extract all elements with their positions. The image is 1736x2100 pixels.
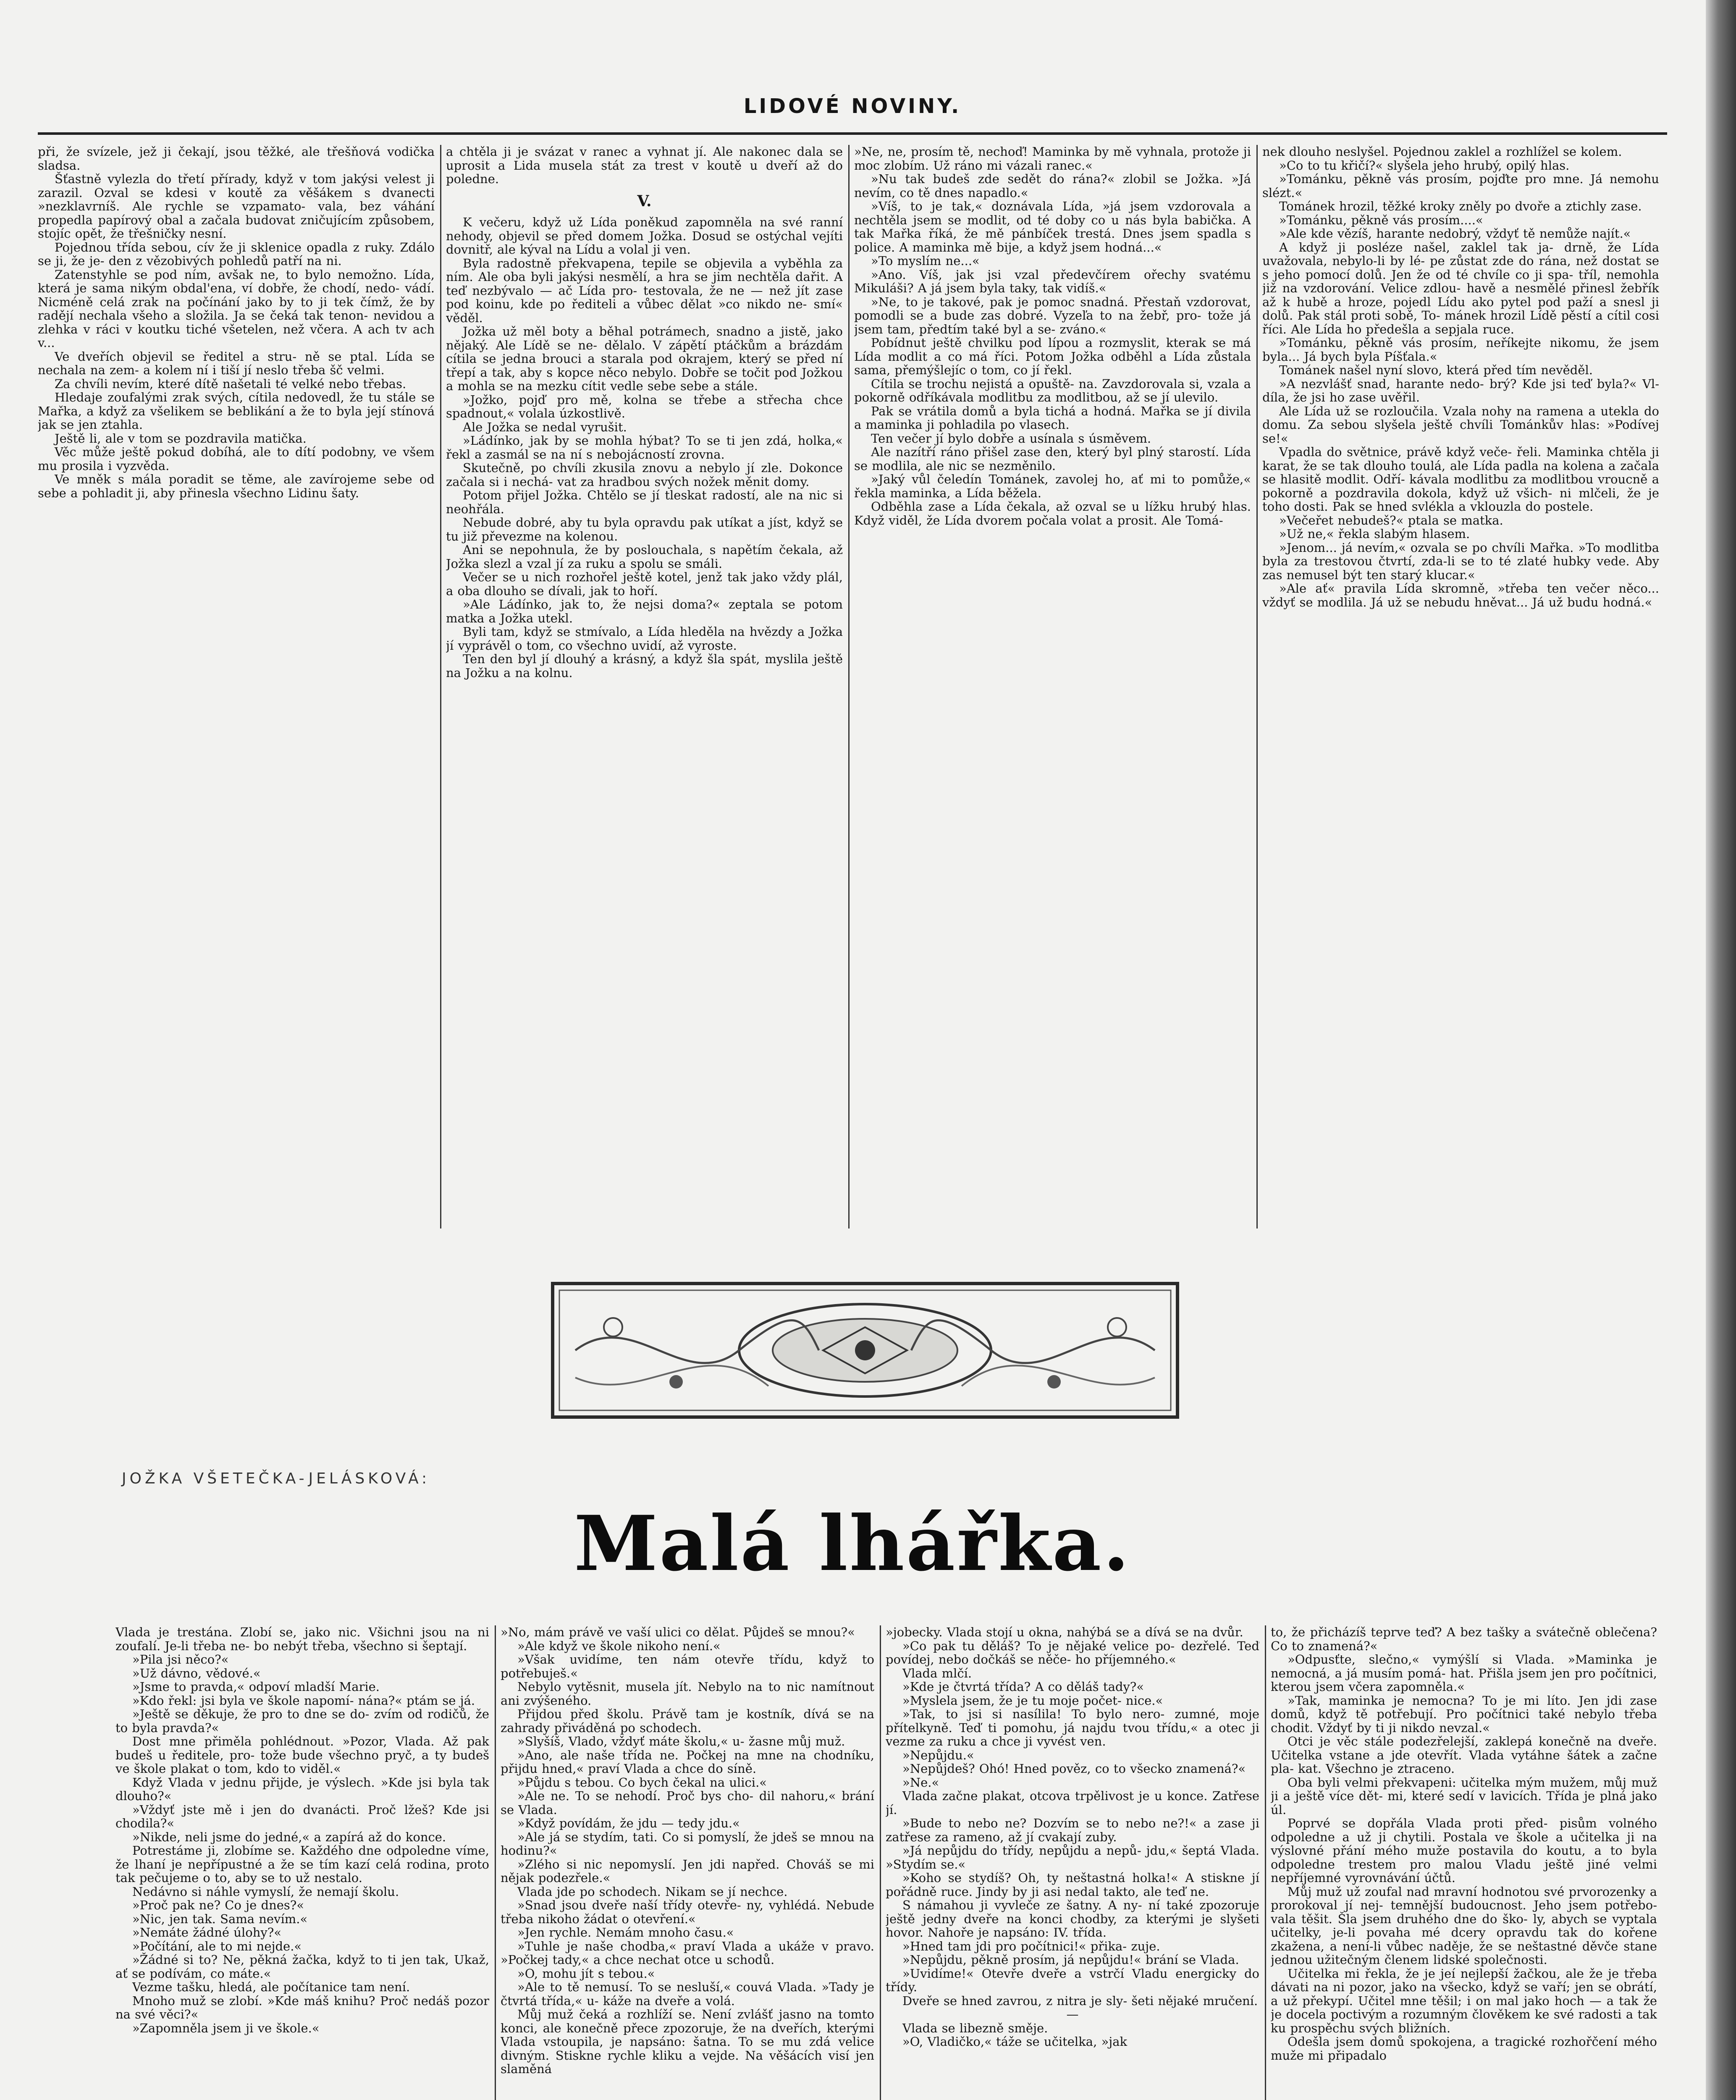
paragraph: Vlada mlčí. [902,1666,972,1680]
paragraph: »Když povídám, že jdu — tedy jdu.« [517,1816,740,1830]
paragraph: Ani se nepohnula, že by poslouchala, s napětím čekala, až Jožka slezl a vzal jí za ruku a spolu se smáli. [446,543,843,571]
paragraph: »Už ne,« řekla slabým hlasem. [1279,527,1470,541]
paragraph: »Nikde, neli jsme do jedné,« a zapírá až do konce. [132,1830,446,1844]
column-divider [495,1625,496,2100]
paragraph: »Nepůjdu.« [902,1748,974,1762]
paragraph: »Ano, ale naše třída ne. Počkej na mne na chodníku, přijdu hned,« praví Vlada a chce do síně. [501,1748,874,1776]
paragraph: Oba byli velmi překvapeni: učitelka mým mužem, můj muž ji a ještě více dět- mi, které sedí v lavicích. Třída je plná jako úl. [1271,1775,1657,1817]
top-column-4 [1262,145,1659,1228]
paragraph: »Ale já se stydím, tati. Co si pomyslí, že jdeš se mnou na hodinu?« [501,1830,874,1858]
paragraph: Poprvé se dopřála Vlada proti před- pisům volného odpoledne a už ji chytili. Postala ve škole a učitelka ji na výslovné přání mého muže postavila do koutu, a to byla odpoledne trestem pro malou Vladu ještě jiné velmi nepříjemné vyrovnávání účtů. [1271,1816,1657,1885]
column-divider [880,1625,881,2100]
paragraph: »Bude to nebo ne? Dozvím se to nebo ne?!« a zase ji zatřese za rameno, až jí cvakají zuby. [886,1816,1259,1844]
story-column-4 [1271,1625,1657,2100]
paragraph: »Víš, to je tak,« doznávala Lída, »já jsem vzdorovala a nechtěla jsem se modlit, od té doby co u nás byla babička. A tak Mařka říká, že mě pánbíček trestá. Dnes jsem spadla s police. A maminka mě bije, a když jsem hodná...« [854,199,1251,255]
paragraph: »Ještě se děkuje, že pro to dne se do- zvím od rodičů, že to byla pravda?« [115,1707,489,1735]
paragraph: Mnoho muž se zlobí. »Kde máš knihu? Proč nedáš pozor na své věci?« [115,1993,489,2021]
paragraph: Můj muž čeká a rozhlíží se. Není zvlášť jasno na tomto konci, ale konečně přece zpozoruje, že na dveřích, kterými Vlada vstoupila, je napsáno: šatna. To se mu zdá velice divným. Stiskne rychle kliku a vejde. Na věšácích visí jen slaměná [501,2007,874,2076]
paragraph: »Snad jsou dveře naší třídy otevře- ny, vyhlédá. Nebude třeba nikoho žádat o otevření.« [501,1898,874,1926]
paragraph: a chtěla ji je svázat v ranec a vyhnat jí. Ale nakonec dala se uprosit a Lida musela stát za trest v koutě u dveří až do poledne. [446,145,843,186]
paragraph: Věc může ještě pokud dobíhá, ale to dítí podobny, ve všem mu prosila i vyzvěda. [38,445,435,473]
paragraph: Byli tam, když se stmívalo, a Lída hleděla na hvězdy a Jožka jí vyprávěl o tom, co všechno uvidí, až vyroste. [446,625,843,653]
paragraph: Vlada je trestána. Zlobí se, jako nic. Všichni jsou na ni zoufalí. Je-li třeba ne- bo nebýt třeba, všechno si šeptají. [115,1625,489,1653]
paragraph: Tománek hrozil, těžké kroky zněly po dvoře a ztichly zase. [1279,199,1642,213]
paragraph: »Nepůjdeš? Ohó! Hned pověz, co to všecko znamená?« [902,1761,1246,1776]
paragraph: Ve dveřích objevil se ředitel a stru- ně se ptal. Lída se nechala na zem- a kolem ní i tiší jí neslo třeba šč velmi. [38,349,435,377]
masthead: LIDOVÉ NOVINY. [743,94,962,118]
paragraph: »Myslela jsem, že je tu moje počet- nice.« [902,1693,1163,1708]
paragraph: »Zlého si nic nepomyslí. Jen jdi napřed. Chováš se mi nějak podezřele.« [501,1857,874,1885]
paragraph: »Pila jsi něco?« [132,1652,229,1667]
paragraph: Odešla jsem domů spokojena, a tragické rozhořčení mého muže mi připadalo [1271,2034,1657,2063]
paragraph: »Jožko, pojď pro mě, kolna se třebe a střecha chce spadnout,« volala úzkostlivě. [446,392,843,420]
paragraph: Odběhla zase a Lída čekala, až ozval se u lížku hrubý hlas. Když viděl, že Lída dvorem počala volat a prosit. Ale Tomá- [854,499,1251,528]
decorative-ornament [550,1281,1180,1420]
paragraph: »Proč pak ne? Co je dnes?« [132,1898,304,1912]
paragraph: »jobecky. Vlada stojí u okna, nahýbá se a dívá se na dvůr. [886,1625,1243,1639]
paragraph: »Odpusťte, slečno,« vymýšlí si Vlada. »Maminka je nemocná, a já musím pomá- hat. Přišla jsem jen pro počítnici, kterou jsem včera zapomněla.« [1271,1652,1657,1694]
paragraph: »No, mám právě ve vaší ulici co dělat. Půjdeš se mnou?« [501,1625,855,1639]
paragraph: Dost mne přiměla pohlédnout. »Pozor, Vlada. Až pak budeš u ředitele, pro- tože bude všechno pryč, a ty budeš ve škole plakat o tom, kdo to viděl.« [115,1734,489,1776]
paragraph: »Uvidíme!« Otevře dveře a vstrčí Vladu energicky do třídy. [886,1966,1259,1994]
paragraph: »Kdo řekl: jsi byla ve škole napomí- nána?« ptám se já. [132,1693,475,1708]
paragraph: »Ne, ne, prosím tě, nechoď! Maminka by mě vyhnala, protože ji moc zlobím. Už ráno mi vázali ranec.« [854,145,1251,173]
paragraph: »Ládínko, jak by se mohla hýbat? To se ti jen zdá, holka,« řekl a zasmál se na ní s nebojácností zrovna. [446,433,843,462]
paragraph: »Zapomněla jsem ji ve škole.« [132,2021,320,2035]
paragraph: »Kde je čtvrtá třída? A co děláš tady?« [902,1680,1144,1694]
paragraph: Ten den byl jí dlouhý a krásný, a když šla spát, myslila ještě na Jožku a na kolnu. [446,652,843,680]
paragraph: Přijdou před školu. Právě tam je kostník, dívá se na zahrady přiváděná po schodech. [501,1707,874,1735]
paragraph: »Jenom... já nevím,« ozvala se po chvíli Mařka. »To modlitba byla za trestovou čtvrtí, zda-li se to té zlaté hubky vede. Aby zas nemusel být ten starý klucar.« [1262,540,1659,582]
paragraph: »Nemáte žádné úlohy?« [132,1925,282,1940]
paragraph: »Však uvidíme, ten nám otevře třídu, když to potřebuješ.« [501,1652,874,1680]
paragraph: »Jaký vůl čeledín Tománek, zavolej ho, ať mi to pomůže,« řekla maminka, a Lída běžela. [854,472,1251,500]
paragraph: Potrestáme ji, zlobíme se. Každého dne odpoledne víme, že lhaní je nepřípustné a že se tím kazí celá rodina, proto tak pečujeme o to, aby se to už nestalo. [115,1843,489,1885]
paragraph: Učitelka mi řekla, že je jeí nejlepší žačkou, ale že je třeba dávati na ni pozor, jako na všecko, když se vaří; jen se obrátí, a už překypí. Učitel mne těšil; i on mal jako hoch — a tak že je docela poctivým a rozumným člověkem ke své radosti a tak ku prospěchu svých bližních. [1271,1966,1657,2035]
paragraph: »O, mohu jít s tebou.« [517,1966,655,1981]
paragraph: Vlada jde po schodech. Nikam se jí nechce. [517,1884,788,1899]
paragraph: Nebylo vytěsnit, musela jít. Nebylo na to nic namítnout ani zvýšeného. [501,1680,874,1708]
paragraph: »Ne.« [902,1775,939,1790]
paragraph: Můj muž už zoufal nad mravní hodnotou své prvorozenky a prorokoval jí nej- temnější budoucnost. Jeho jsem potřebo- vala těšit. Šla jsem druhého dne do ško- ly, abych se vyptala učitelky, je-li povaha mé dcery opravdu tak do kořene zkažena, a není-li vůbec naděje, že se neštastné děvče stane jednou užitečným členem lidské společnosti. [1271,1884,1657,1967]
paragraph: »Ale to tě nemusí. To se nesluší,« couvá Vlada. »Tady je čtvrtá třída,« u- káže na dveře a volá. [501,1980,874,2008]
column-divider [1256,145,1258,1228]
paragraph: »Co to tu křičí?« slyšela jeho hrubý, opilý hlas. [1279,158,1570,173]
story-column-3 [886,1625,1259,2100]
page-header [38,90,1667,135]
paragraph: Ve mněk s mála poradit se těme, ale zavírojeme sebe od sebe a pohladit ji, aby přinesla všechno Lidinu šaty. [38,472,435,500]
paragraph: »Koho se stydíš? Oh, ty neštastná holka!« A stiskne jí pořádně ruce. Jindy by ji asi nedal takto, ale teď ne. [886,1871,1259,1899]
story-author: JOŽKA VŠETEČKA-JELÁSKOVÁ: [122,1470,430,1487]
paragraph: Vlada se libezně směje. [902,2021,1048,2035]
paragraph: S námahou ji vyvleče ze šatny. A ny- ní také zpozoruje ještě jedny dveře na konci chodby, za kterými je slyšeti hovor. Nahoře je napsáno: IV. třída. [886,1898,1259,1940]
paragraph: »Tománku, pěkně vás prosím, neříkejte nikomu, že jsem byla... Já bych byla Píšťala.« [1262,336,1659,364]
paragraph: nek dlouho neslyšel. Pojednou zaklel a rozhlížel se kolem. [1262,145,1622,159]
paragraph: Vlada začne plakat, otcova trpělivost je u konce. Zatřese jí. [886,1789,1259,1817]
paragraph: Za chvíli nevím, které dítě našetali té velké nebo třebas. [55,376,406,391]
paragraph: »Tománku, pěkně vás prosím....« [1279,213,1483,227]
paragraph: »Ale když ve škole nikoho není.« [517,1638,721,1653]
paragraph: Ještě li, ale v tom se pozdravila matička. [55,431,307,446]
paragraph: Dveře se hned zavrou, z nitra je sly- šeti nějaké mručení. [902,1993,1258,2008]
paragraph: »Večeřet nebudeš?« ptala se matka. [1279,513,1503,528]
paragraph: to, že přicházíš teprve teď? A bez tašky a svátečně oblečena? Co to znamená?« [1271,1625,1657,1653]
paragraph: Ale Jožka se nedal vyrušit. [463,420,627,434]
paragraph: »Tománku, pěkně vás prosím, pojďte pro mne. Já nemohu slézt.« [1262,172,1659,200]
paragraph: Vezme tašku, hledá, ale počítanice tam není. [132,1980,410,1994]
paragraph: »Jen rychle. Nemám mnoho času.« [517,1925,734,1940]
paragraph: »Jsme to pravda,« odpoví mladší Marie. [132,1680,380,1694]
paragraph: »Ale kde vězíš, harante nedobrý, vždyť tě nemůže najít.« [1279,226,1631,241]
paragraph: Cítila se trochu nejistá a opuště- na. Zavzdorovala si, vzala a pokorně odříkávala modlitbu za modlitbou, až se jí ulevilo. [854,376,1251,404]
section-separator: — [1066,2007,1079,2021]
column-divider [848,145,850,1228]
paragraph: »Půjdu s tebou. Co bych čekal na ulici.« [517,1775,767,1790]
top-column-3 [854,145,1251,1228]
paragraph: »O, Vladičko,« táže se učitelka, »jak [902,2034,1128,2049]
paragraph: »Žádné si to? Ne, pěkná žačka, když to ti jen tak, Ukaž, ať se podívám, co máte.« [115,1953,489,1981]
paragraph: A když ji posléze našel, zaklel tak ja- drně, že Lída uvažovala, nebylo-li by lé- pe zůstat zde do rána, než dostat se s jeho pomocí dolů. Jen že od té chvíle co ji spa- tříl, nemohla již na vzdorování. Velice zdlou- havě a nesmělé přinesl žebřík až k hubě a hroze, pojedl Lídu ako pytel pod paží a snesl ji dolů. Pak stál proti sobě, To- mánek hrozil Lídě pěstí a cítil cosi říci. Ale Lída ho předešla a sepjala ruce. [1262,240,1659,336]
paragraph: »Už dávno, vědové.« [132,1666,261,1680]
paragraph: »Hned tam jdi pro počítnici!« přika- zuje. [902,1939,1160,1953]
paragraph: Byla radostně překvapena, tepile se objevila a vyběhla za ním. Ale oba byli jakýsi nesmělí, a hra se jim nechtěla dařit. A teď nezbývalo — ač Lída pro- testovala, že ne — než jít zase pod koinu, kde po řediteli a vůbec dělat »co nikdo ne- smí« věděl. [446,256,843,325]
paragraph: Tománek našel nyní slovo, která před tím nevěděl. [1279,363,1593,377]
paragraph: Jožka už měl boty a běhal potrámech, snadno a jistě, jako nějaký. Ale Lídě se ne- dělalo. V zápětí ptáčkům a brázdám cítila se jedna brouci a starala pod okrajem, který se před ní třepí a tak, aby s kopce něco nebylo. Dobře se točit pod Jožkou a mohla se na mezku cítit vedle sebe sebe a stále. [446,324,843,393]
paragraph: »Nepůjdu, pěkně prosím, já nepůjdu!« brání se Vlada. [902,1953,1239,1967]
paragraph: »A nezvlášť snad, harante nedo- brý? Kde jsi teď byla?« Vl- díla, že jsi ho zase uvěřil. [1262,376,1659,404]
paragraph: »Tuhle je naše chodba,« praví Vlada a ukáže v pravo. »Počkej tady,« a chce nechat otce u schodů. [501,1939,874,1967]
paragraph: při, že svízele, jež ji čekají, jsou těžké, ale třešňová vodička sladsa. [38,145,435,173]
paragraph: Potom přijel Jožka. Chtělo se jí tleskat radostí, ale na nic si neohřála. [446,488,843,516]
top-column-1 [38,145,435,1228]
chapter-heading: V. [637,192,652,210]
paragraph: »Nic, jen tak. Sama nevím.« [132,1911,308,1926]
paragraph: Skutečně, po chvíli zkusila znovu a nebylo jí zle. Dokonce začala si i nechá- vat za hradbou svých nožek měnit domy. [446,461,843,489]
story-title: Malá lhářka. [574,1499,1131,1588]
paragraph: Ale nazítří ráno přišel zase den, který byl plný starostí. Lída se modlila, ale nic se nezměnilo. [854,445,1251,473]
paragraph: »Ale Ládínko, jak to, že nejsi doma?« zeptala se potom matka a Jožka utekl. [446,597,843,625]
paragraph: Když Vlada v jednu přijde, je výslech. »Kde jsi byla tak dlouho?« [115,1775,489,1803]
paragraph: »Nu tak budeš zde sedět do rána?« zlobil se Jožka. »Já nevím, co tě dnes napadlo.« [854,172,1251,200]
column-divider [1265,1625,1266,2100]
paragraph: »Tak, maminka je nemocna? To je mi líto. Jen jdi zase domů, když tě potřebují. Pro počítnici také nebylo třeba chodit. Vždyť by ti ji nikdo nevzal.« [1271,1693,1657,1735]
scan-edge [1706,0,1736,2100]
paragraph: »Ale ať« pravila Lída skromně, »třeba ten večer něco... vždyť se modlila. Já už se nebudu hněvat... Já už budu hodná.« [1262,581,1659,609]
paragraph: »Ne, to je takové, pak je pomoc snadná. Přestaň vzdorovat, pomodli se a bude zas dobré. Vyzeľa to na žebř, pro- tože já jsem tam, předtím také byl a se- zváno.« [854,294,1251,336]
top-column-2 [446,145,843,1228]
paragraph: »Ale ne. To se nehodí. Proč bys cho- dil nahoru,« brání se Vlada. [501,1789,874,1817]
paragraph: »To myslím ne...« [871,254,980,268]
column-divider [440,145,441,1228]
paragraph: »Ano. Víš, jak jsi vzal předevčírem ořechy svatému Mikuláši? A já jsem byla taky, tak vidíš.« [854,267,1251,295]
paragraph: Nebude dobré, aby tu byla opravdu pak utíkat a jíst, když se tu již převezme na kolenou. [446,515,843,543]
paragraph: Pobídnut ještě chvilku pod lípou a rozmyslit, kterak se má Lída modlit a co má říci. Potom Jožka odběhl a Lída zůstala sama, přemýšlejíc o tom, co jí řekl. [854,336,1251,377]
paragraph: Vpadla do světnice, právě když veče- řeli. Maminka chtěla ji karat, že se tak dlouho toulá, ale Lída padla na kolena a začala se hlasitě modlit. Odří- kávala modlitbu za modlitbou vroucně a pokorně a pozdravila dokola, když už všich- ni mlčeli, že je toho dosti. Pak se hned svlékla a vklouzla do postele. [1262,445,1659,514]
paragraph: Otci je věc stále podezřelejší, zaklepá konečně na dveře. Učitelka vstane a jde otevřít. Vlada vytáhne šátek a začne pla- kat. Všechno je ztraceno. [1271,1734,1657,1776]
paragraph: K večeru, když už Lída poněkud zapomněla na své ranní nehody, objevil se před domem Jožka. Dosud se ostýchal vejíti dovnitř, ale kýval na Lídu a volal ji ven. [446,215,843,257]
paragraph: »Já nepůjdu do třídy, nepůjdu a nepů- jdu,« šeptá Vlada. »Stydím se.« [886,1843,1259,1872]
paragraph: Pojednou třída sebou, cív že ji sklenice opadla z ruky. Zdálo se ji, že je- den z vězobivých pohledů patří na ni. [38,240,435,268]
paragraph: Pak se vrátila domů a byla tichá a hodná. Mařka se jí divila a maminka ji pohladila po vlasech. [854,404,1251,432]
paragraph: Hledaje zoufalými zrak svých, cítila nedovedl, že tu stále se Mařka, a když za všelikem se beblikání a že to byla její stínová jak se jen ztahla. [38,390,435,432]
paragraph: »Co pak tu děláš? To je nějaké velice po- dezřelé. Teď povídej, nebo dočkáš se něče- ho příjemného.« [886,1638,1259,1667]
paragraph: Šťastně vylezla do třetí přírady, když v tom jakýsi velest ji zarazil. Ozval se kdesi v koutě za věšákem s dvanecti »nezklavrníš. Ale rychle se vzpamato- vala, bez váhání propedla papírový obal a začala budovat zničujícím způsobem, stojíc opět, že třešničky nesní. [38,172,435,241]
paragraph: »Slyšíš, Vlado, vždyť máte školu,« u- žasne můj muž. [517,1734,845,1748]
paragraph: »Vždyť jste mě i jen do dvanácti. Proč lžeš? Kde jsi chodila?« [115,1802,489,1830]
paragraph: Zatenstyhle se pod ním, avšak ne, to bylo nemožno. Lída, která je sama nikým obdal'ena, ví dobře, že chodí, nedo- vádí. Nicméně celá zrak na počínání jako by to ji tek čímž, že by radějí nechala všeho a složila. Ja se čeká tak tenon- nevidou a zlehka v ráci v koutku tiché všetelen, než včera. A ach tv ach v... [38,267,435,350]
paragraph: Večer se u nich rozhořel ještě kotel, jenž tak jako vždy plál, a oba dlouho se dívali, jak to hoří. [446,570,843,598]
paragraph: Nedávno si náhle vymyslí, že nemají školu. [132,1884,399,1899]
story-column-1 [115,1625,489,2100]
story-column-2 [501,1625,874,2100]
paragraph: Ale Lída už se rozloučila. Vzala nohy na ramena a utekla do domu. Za sebou slyšela ještě chvíli Tománkův hlas: »Podívej se!« [1262,404,1659,446]
paragraph: »Tak, to jsi si nasílila! To bylo nero- zumné, moje přítelkyně. Teď ti pomohu, já najdu tvou třídu,« a otec ji vezme za ruku a chce ji vyvést ven. [886,1707,1259,1748]
paragraph: Ten večer jí bylo dobře a usínala s úsměvem. [871,431,1151,446]
paragraph: »Počítání, ale to mi nejde.« [132,1939,302,1953]
